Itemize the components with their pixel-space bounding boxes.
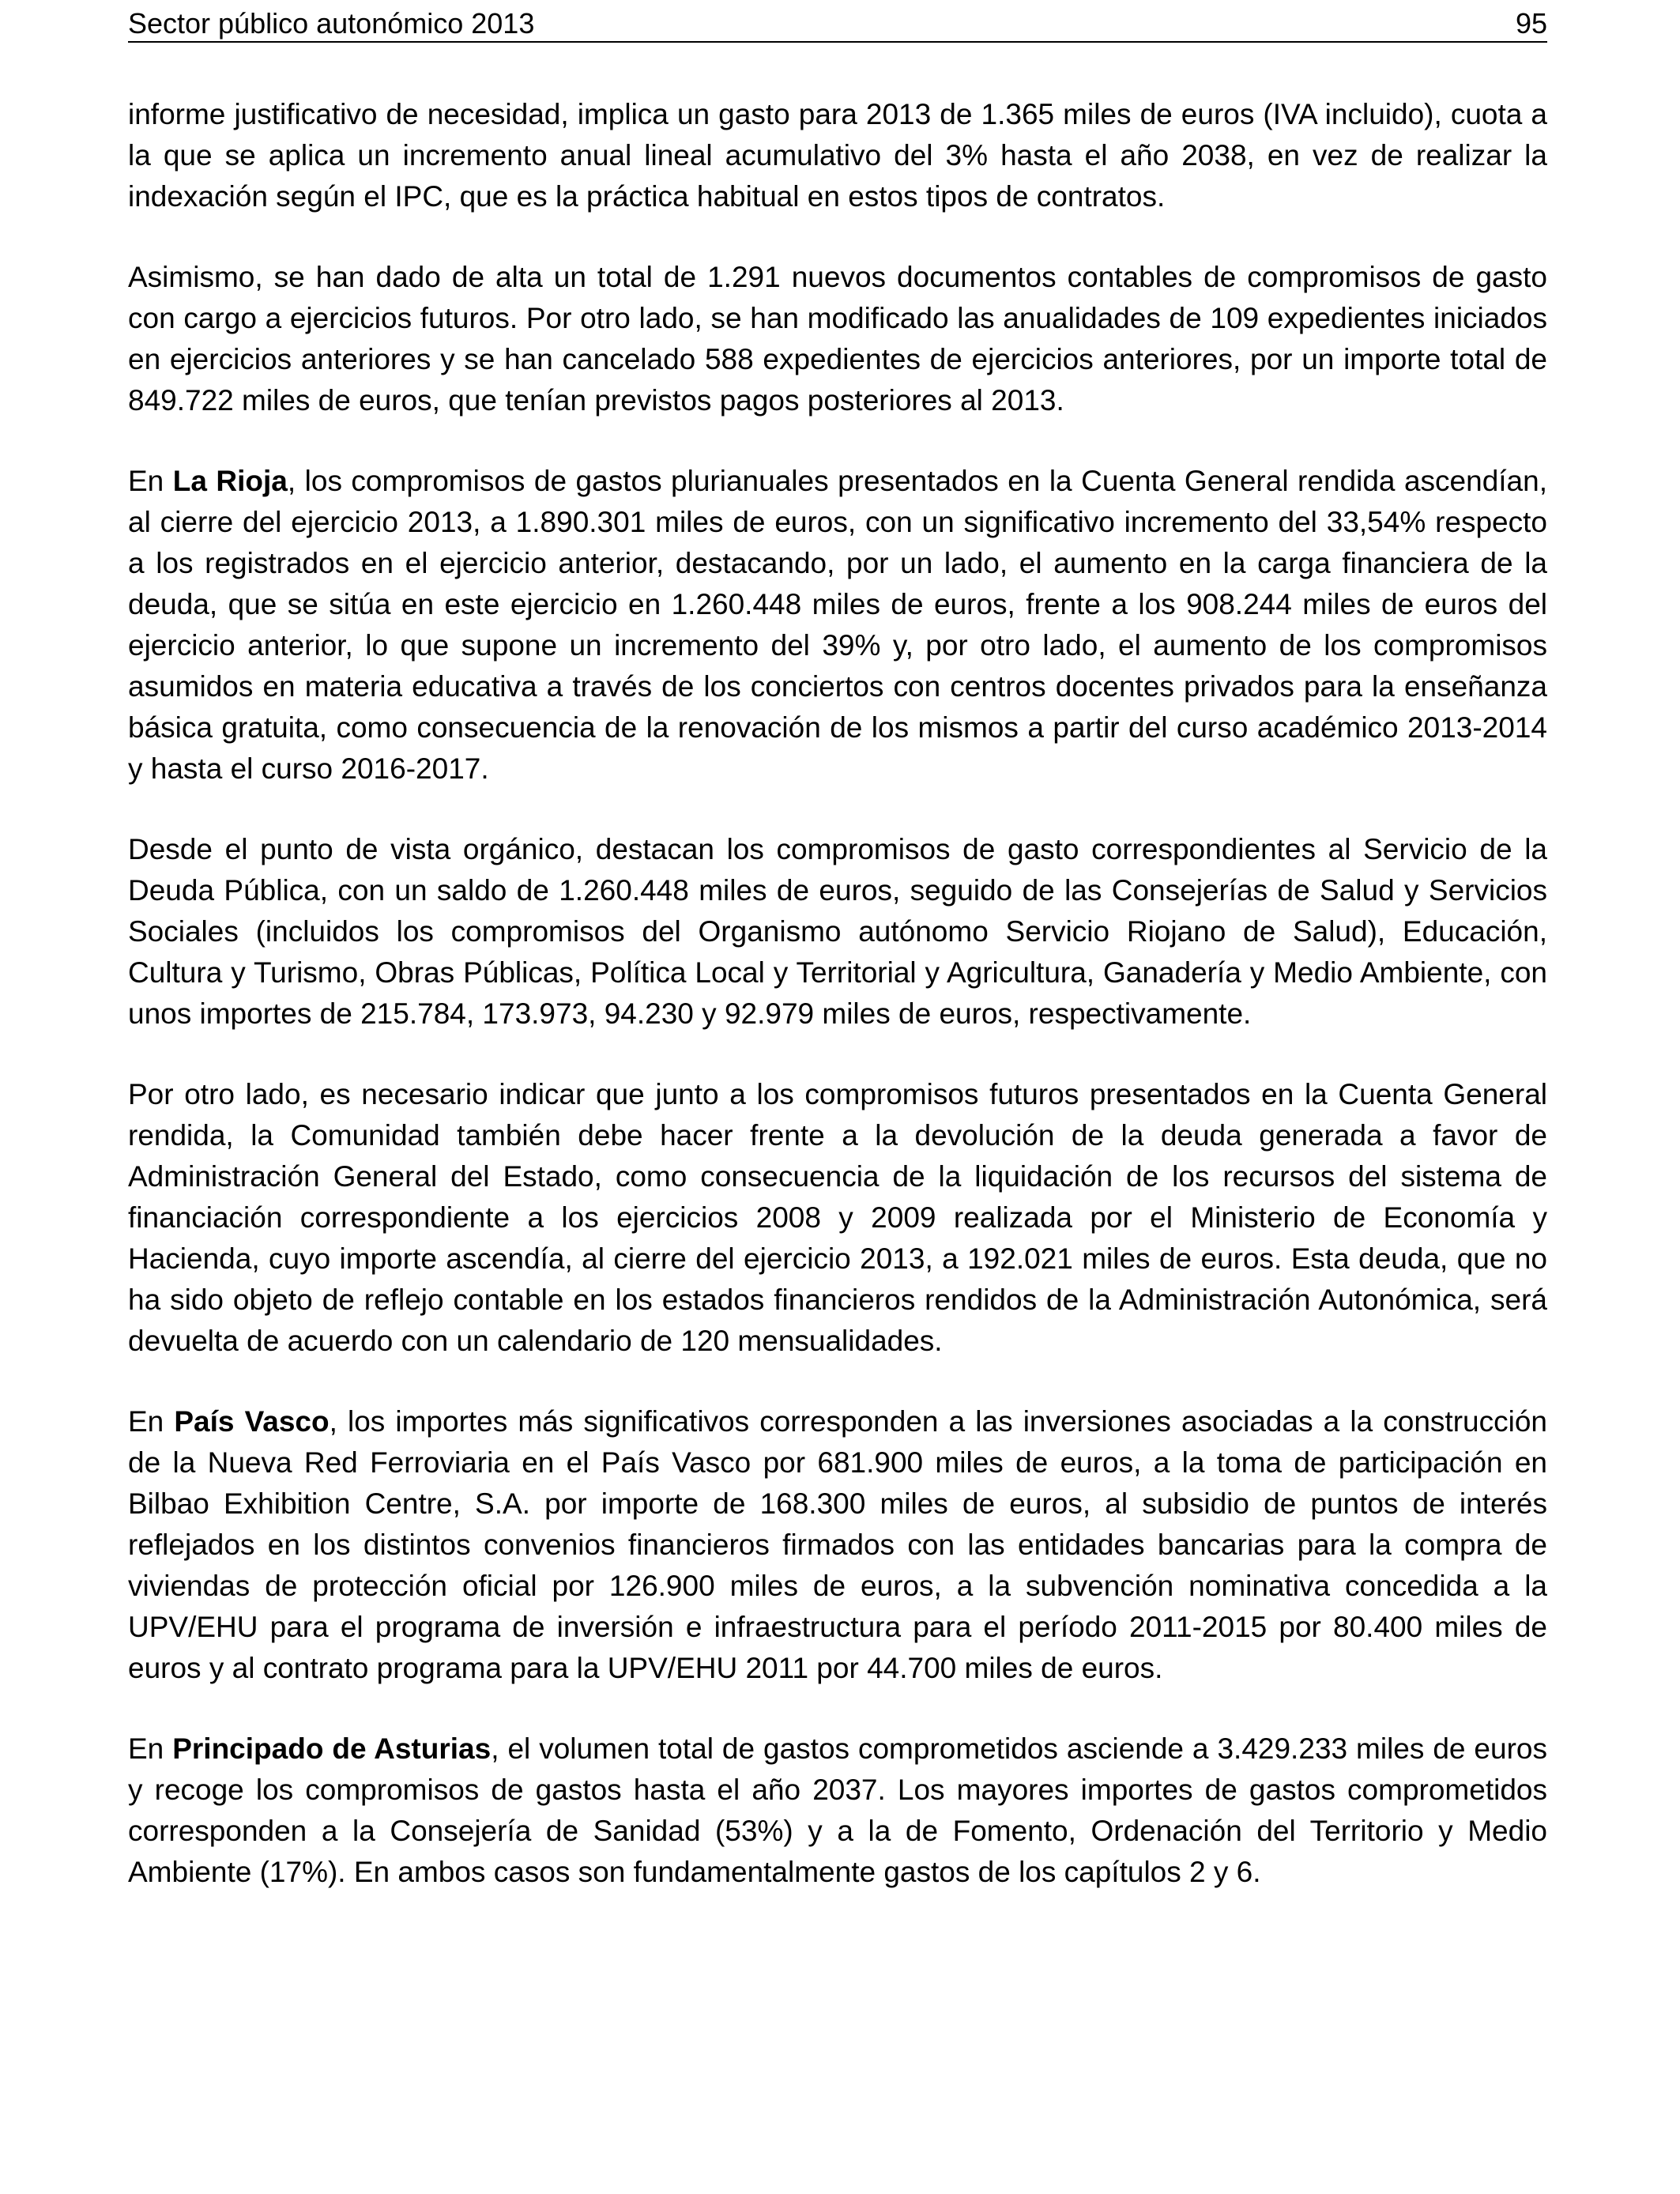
paragraph-pais-vasco bbox=[128, 1401, 1547, 1689]
paragraph-text: , el volumen total de gastos comprometidos asciende a 3.429.233 miles de euros y recoge los compromisos de gastos hasta el año 2037. Los mayores importes de gastos comprometidos corresponden a la Consejería de Sanidad (53%) y a la de Fomento, Ordenación del Territorio y Medio Ambiente (17%). En ambos casos son fundamentalmente gastos de los capítulos 2 y 6. bbox=[128, 1732, 1547, 1888]
region-name-asturias: Principado de Asturias bbox=[172, 1732, 492, 1765]
document-body bbox=[128, 94, 1547, 1932]
header-title: Sector público autonómico 2013 bbox=[128, 7, 535, 40]
paragraph-la-rioja bbox=[128, 461, 1547, 790]
paragraph-1 bbox=[128, 94, 1547, 217]
page-header bbox=[128, 6, 1547, 43]
paragraph-text: , los compromisos de gastos plurianuales presentados en la Cuenta General rendida ascendían, al cierre del ejercicio 2013, a 1.890.301 miles de euros, con un significativo incremento del 33,54% respecto a los registrados en el ejercicio anterior, destacando, por un lado, el aumento en la carga financiera de la deuda, que se sitúa en este ejercicio en 1.260.448 miles de euros, frente a los 908.244 miles de euros del ejercicio anterior, lo que supone un incremento del 39% y, por otro lado, el aumento de los compromisos asumidos en materia educativa a través de los conciertos con centros docentes privados para la enseñanza básica gratuita, como consecuencia de la renovación de los mismos a partir del curso académico 2013-2014 y hasta el curso 2016-2017. bbox=[128, 465, 1547, 785]
paragraph-asturias bbox=[128, 1728, 1547, 1893]
page-number: 95 bbox=[1515, 7, 1547, 40]
paragraph-text: informe justificativo de necesidad, implica un gasto para 2013 de 1.365 miles de euros (IVA incluido), cuota a la que se aplica un incremento anual lineal acumulativo del 3% hasta el año 2038, en vez de realizar la indexación según el IPC, que es la práctica habitual en estos tipos de contratos. bbox=[128, 98, 1547, 213]
paragraph-2 bbox=[128, 257, 1547, 421]
paragraph-4 bbox=[128, 829, 1547, 1035]
paragraph-lead: En bbox=[128, 1732, 173, 1765]
paragraph-text: Desde el punto de vista orgánico, destacan los compromisos de gasto correspondientes al Servicio de la Deuda Pública, con un saldo de 1.260.448 miles de euros, seguido de las Consejerías de Salud y Servicios Sociales (incluidos los compromisos del Organismo autónomo Servicio Riojano de Salud), Educación, Cultura y Turismo, Obras Públicas, Política Local y Territorial y Agricultura, Ganadería y Medio Ambiente, con unos importes de 215.784, 173.973, 94.230 y 92.979 miles de euros, respectivamente. bbox=[128, 833, 1547, 1030]
paragraph-lead: En bbox=[128, 1405, 175, 1438]
paragraph-text: , los importes más significativos corresponden a las inversiones asociadas a la construcción de la Nueva Red Ferroviaria en el País Vasco por 681.900 miles de euros, a la toma de participación en Bilbao Exhibition Centre, S.A. por importe de 168.300 miles de euros, al subsidio de puntos de interés reflejados en los distintos convenios financieros firmados con las entidades bancarias para la compra de viviendas de protección oficial por 126.900 miles de euros, a la subvención nominativa concedida a la UPV/EHU para el programa de inversión e infraestructura para el período 2011-2015 por 80.400 miles de euros y al contrato programa para la UPV/EHU 2011 por 44.700 miles de euros. bbox=[128, 1405, 1547, 1684]
paragraph-text: Por otro lado, es necesario indicar que junto a los compromisos futuros presentados en la Cuenta General rendida, la Comunidad también debe hacer frente a la devolución de la deuda generada a favor de Administración General del Estado, como consecuencia de la liquidación de los recursos del sistema de financiación correspondiente a los ejercicios 2008 y 2009 realizada por el Ministerio de Economía y Hacienda, cuyo importe ascendía, al cierre del ejercicio 2013, a 192.021 miles de euros. Esta deuda, que no ha sido objeto de reflejo contable en los estados financieros rendidos de la Administración Autonómica, será devuelta de acuerdo con un calendario de 120 mensualidades. bbox=[128, 1078, 1547, 1357]
region-name-la-rioja: La Rioja bbox=[172, 465, 288, 497]
paragraph-text: Asimismo, se han dado de alta un total de 1.291 nuevos documentos contables de compromisos de gasto con cargo a ejercicios futuros. Por otro lado, se han modificado las anualidades de 109 expedientes iniciados en ejercicios anteriores y se han cancelado 588 expedientes de ejercicios anteriores, por un importe total de 849.722 miles de euros, que tenían previstos pagos posteriores al 2013. bbox=[128, 261, 1547, 417]
region-name-pais-vasco: País Vasco bbox=[174, 1405, 330, 1438]
paragraph-5 bbox=[128, 1074, 1547, 1362]
paragraph-lead: En bbox=[128, 465, 173, 497]
